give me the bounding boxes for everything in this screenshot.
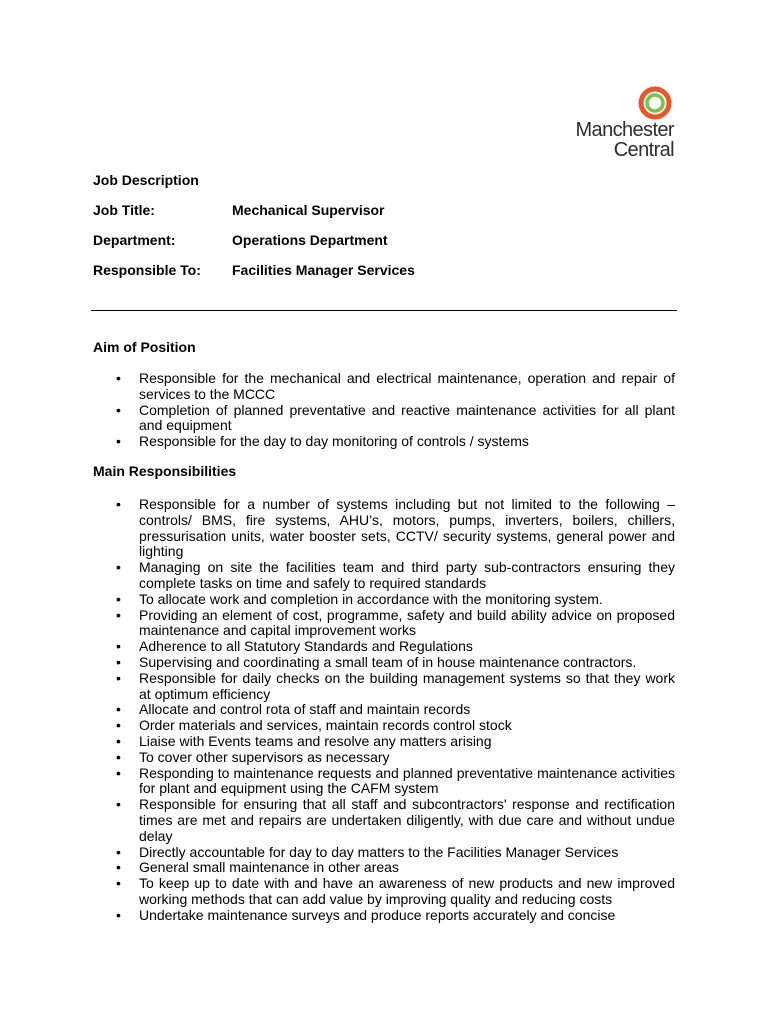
list-item-text: Undertake maintenance surveys and produce reports accurately and concise xyxy=(139,906,616,923)
bullet-icon: • xyxy=(116,764,121,781)
list-item-text: To keep up to date with and have an awareness of new products and new improved working methods that can add value by improving quality and reducing costs xyxy=(139,875,675,907)
list-item-text: Responsible for a number of systems including but not limited to the following – controls/ BMS, fire systems, AHU’s, motors, pumps, inverters, boilers, chillers, pressurisation units, water booster sets, CCTV/ security systems, general power and lighting xyxy=(139,496,675,560)
bullet-icon: • xyxy=(116,717,121,734)
bullet-icon: • xyxy=(116,875,121,892)
bullet-icon: • xyxy=(116,590,121,607)
aim-list xyxy=(93,371,675,450)
bullet-icon: • xyxy=(116,370,121,386)
logo-wordmark xyxy=(576,120,675,160)
list-item-text: Adherence to all Statutory Standards and Regulations xyxy=(139,638,473,655)
list-item-text: Supervising and coordinating a small team of in house maintenance contractors. xyxy=(139,653,637,670)
list-item xyxy=(93,671,675,703)
aim-heading: Aim of Position xyxy=(93,339,196,355)
manchester-central-logo xyxy=(566,86,686,162)
list-item-text: Allocate and control rota of staff and maintain records xyxy=(139,701,471,718)
bullet-icon: • xyxy=(116,559,121,576)
list-item xyxy=(93,592,675,608)
list-item-text: Completion of planned preventative and reactive maintenance activities for all plant and equipment xyxy=(139,401,675,434)
list-item-text: Responsible for daily checks on the building management systems so that they work at optimum efficiency xyxy=(139,669,675,702)
list-item-text: Responsible for ensuring that all staff and subcontractors' response and rectification times are met and repairs are undertaken diligently, with due care and without undue delay xyxy=(139,796,675,844)
list-item xyxy=(93,908,675,924)
bullet-icon: • xyxy=(116,433,121,450)
list-item xyxy=(93,702,675,718)
bullet-icon: • xyxy=(116,732,121,749)
list-item xyxy=(93,371,675,403)
bullet-icon: • xyxy=(116,906,121,923)
responsible-to-value: Facilities Manager Services xyxy=(232,262,415,278)
list-item xyxy=(93,608,675,640)
list-item-text: Liaise with Events teams and resolve any matters arising xyxy=(139,732,492,749)
list-item xyxy=(93,734,675,750)
logo-wordmark-line2: Central xyxy=(613,139,674,161)
list-item-text: Responding to maintenance requests and planned preventative maintenance activities for plant and equipment using the CAFM system xyxy=(139,764,675,797)
concentric-circles-logo-icon xyxy=(638,86,672,120)
list-item xyxy=(93,497,675,560)
list-item xyxy=(93,655,675,671)
bullet-icon: • xyxy=(116,701,121,718)
list-item xyxy=(93,403,675,435)
department-value: Operations Department xyxy=(232,232,388,248)
logo-wordmark-line1: Manchester xyxy=(575,119,674,141)
bullet-icon: • xyxy=(116,843,121,860)
responsibilities-list xyxy=(93,497,675,924)
list-item xyxy=(93,434,675,450)
list-item xyxy=(93,876,675,908)
list-item xyxy=(93,639,675,655)
list-item-text: Order materials and services, maintain records control stock xyxy=(139,717,512,734)
list-item xyxy=(93,750,675,766)
bullet-icon: • xyxy=(116,859,121,876)
department-label: Department: xyxy=(93,232,176,248)
list-item-text: Managing on site the facilities team and third party sub-contractors ensuring they complete tasks on time and safely to required standards xyxy=(139,559,675,591)
bullet-icon: • xyxy=(116,669,121,686)
list-item xyxy=(93,718,675,734)
list-item-text: To allocate work and completion in accordance with the monitoring system. xyxy=(139,590,603,607)
job-title-value: Mechanical Supervisor xyxy=(232,202,385,218)
list-item xyxy=(93,560,675,592)
list-item xyxy=(93,845,675,861)
bullet-icon: • xyxy=(116,653,121,670)
bullet-icon: • xyxy=(116,496,121,512)
document-heading: Job Description xyxy=(93,172,199,188)
list-item-text: Providing an element of cost, programme, safety and build ability advice on proposed maintenance and capital improvement works xyxy=(139,606,675,639)
bullet-icon: • xyxy=(116,748,121,765)
list-item-text: Responsible for the day to day monitoring of controls / systems xyxy=(139,433,529,450)
list-item-text: Directly accountable for day to day matters to the Facilities Manager Services xyxy=(139,843,619,860)
bullet-icon: • xyxy=(116,606,121,623)
list-item xyxy=(93,766,675,798)
bullet-icon: • xyxy=(116,796,121,813)
bullet-icon: • xyxy=(116,638,121,655)
job-title-label: Job Title: xyxy=(93,202,155,218)
list-item-text: Responsible for the mechanical and electrical maintenance, operation and repair of services to the MCCC xyxy=(139,370,675,402)
responsibilities-heading: Main Responsibilities xyxy=(93,463,237,479)
section-divider xyxy=(91,310,677,311)
list-item-text: General small maintenance in other areas xyxy=(139,859,399,876)
list-item xyxy=(93,860,675,876)
bullet-icon: • xyxy=(116,401,121,418)
list-item-text: To cover other supervisors as necessary xyxy=(139,748,390,765)
responsible-to-label: Responsible To: xyxy=(93,262,201,278)
list-item xyxy=(93,797,675,844)
